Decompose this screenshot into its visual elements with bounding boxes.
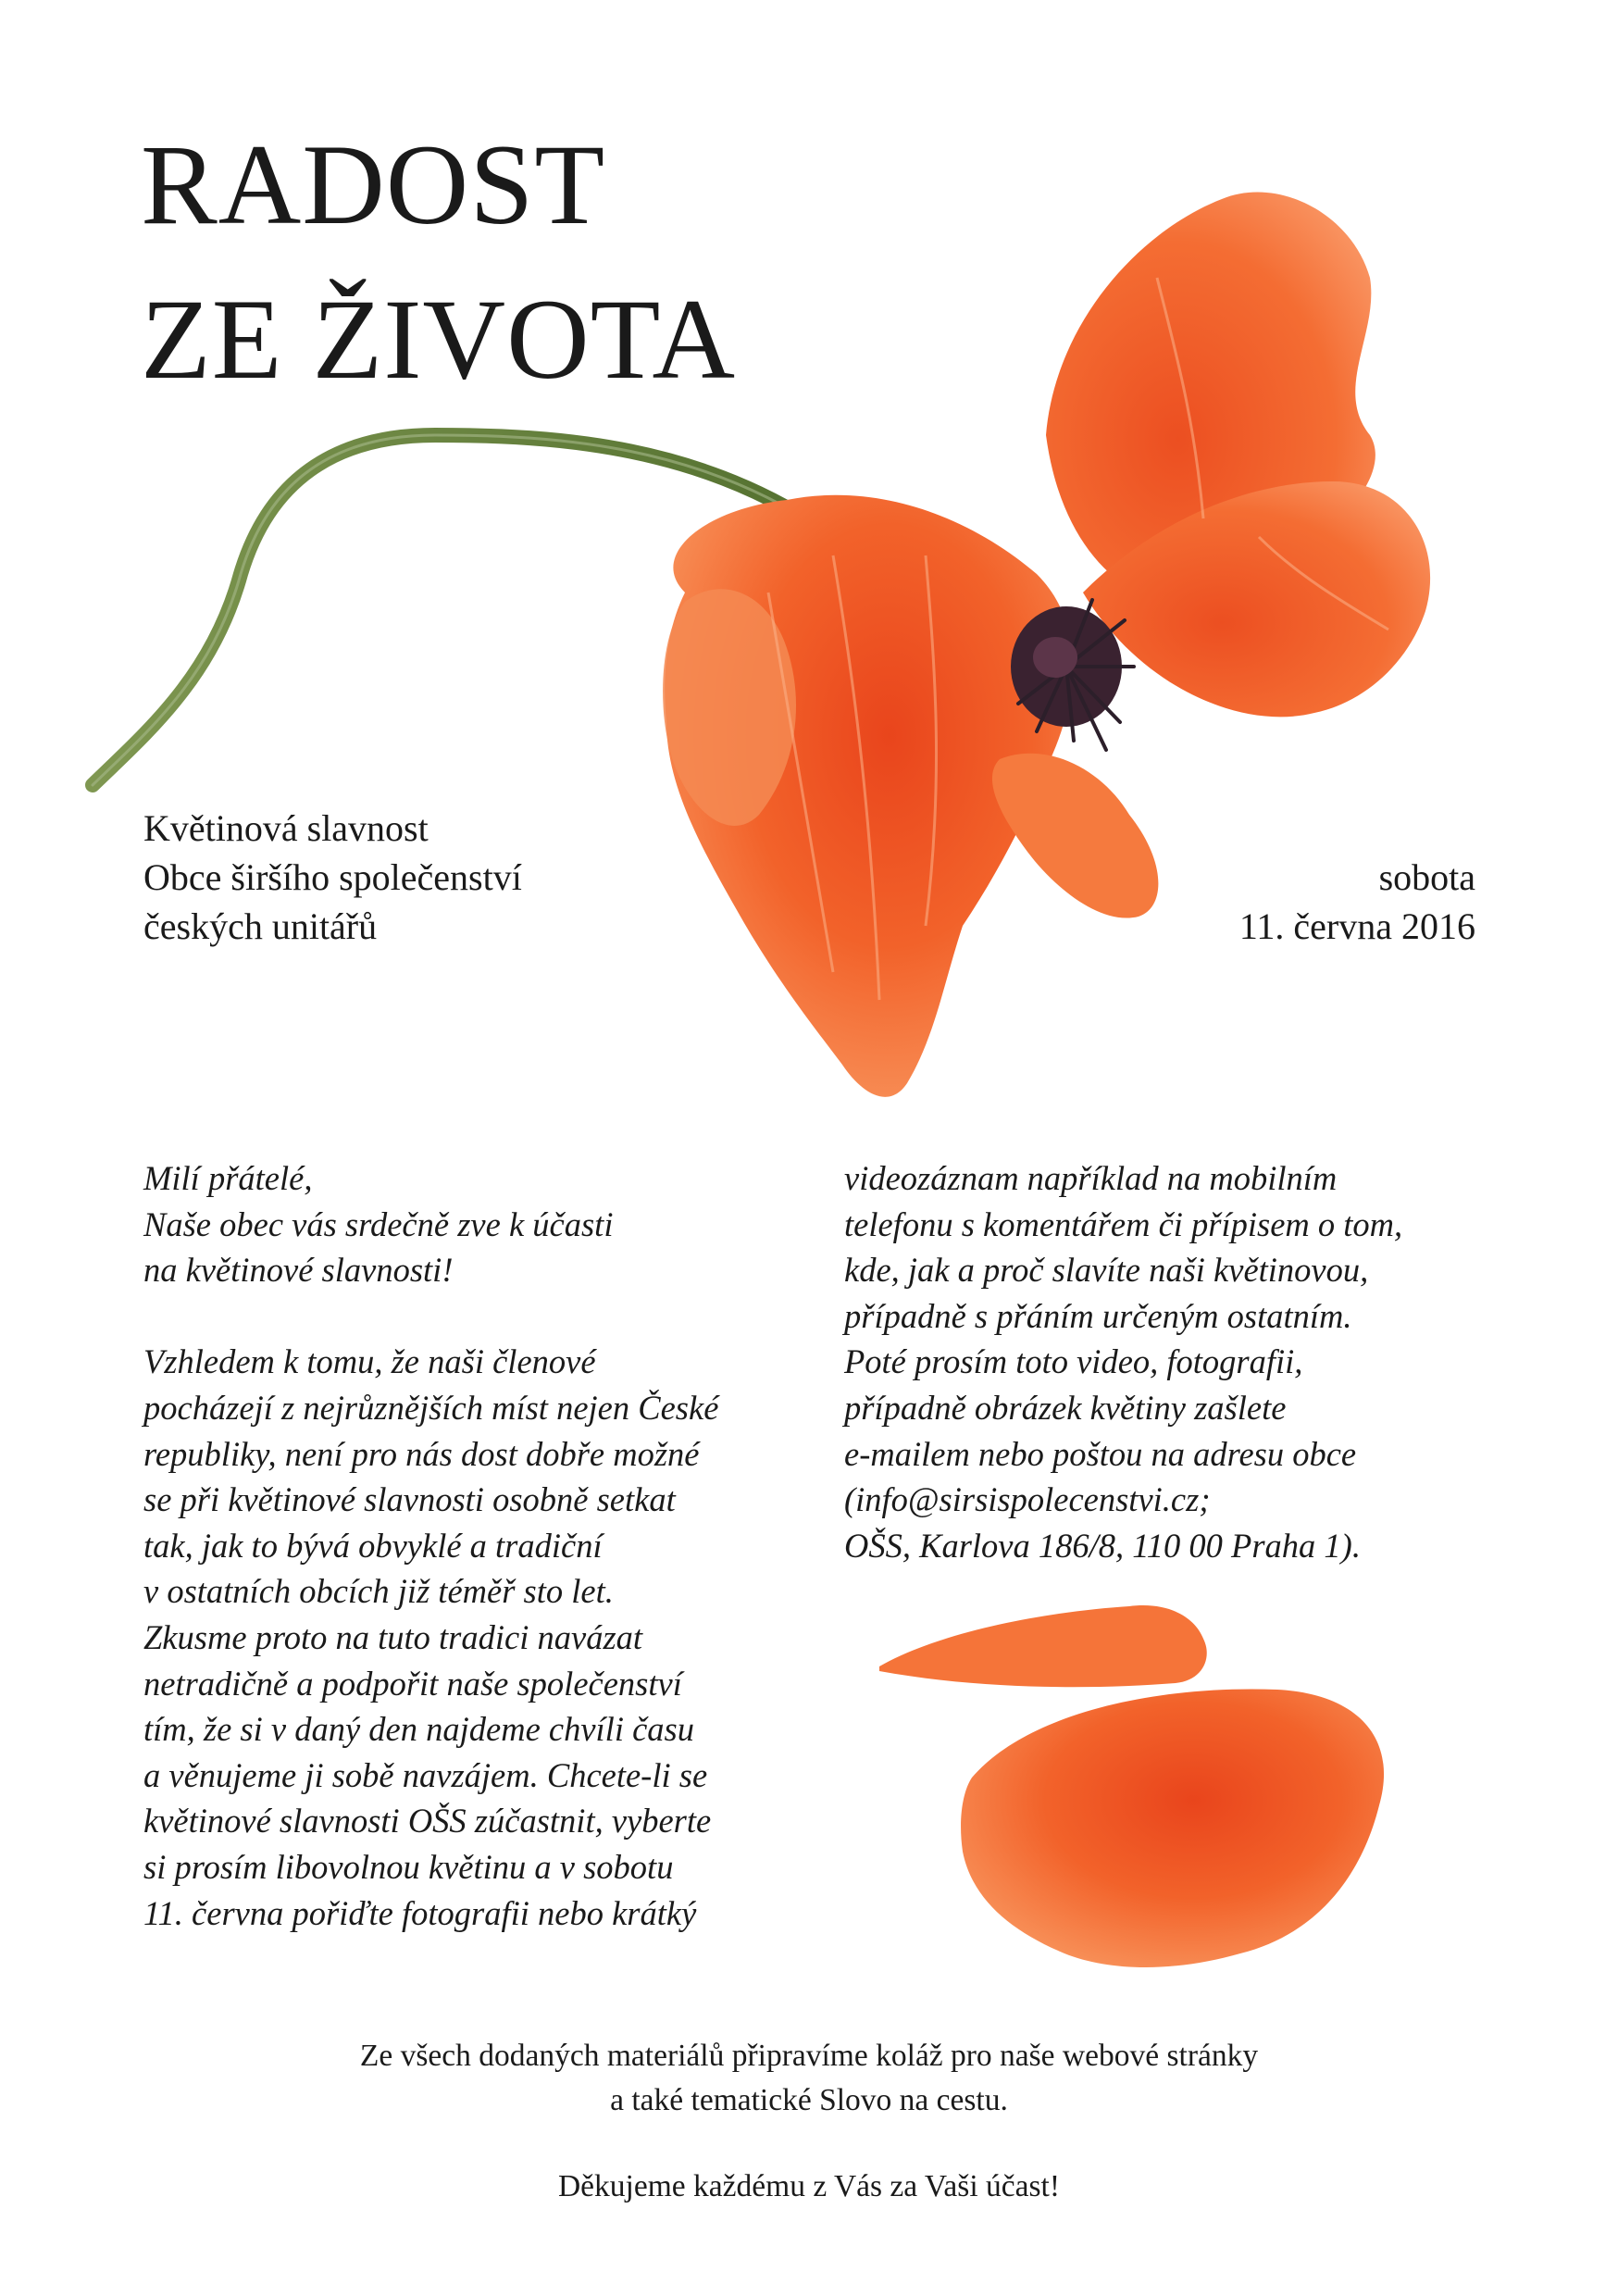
petal-top bbox=[1046, 193, 1375, 605]
letter-line: Naše obec vás srdečně zve k účasti bbox=[143, 1204, 614, 1243]
event-date-block bbox=[1239, 853, 1475, 951]
event-date: 11. června 2016 bbox=[1238, 905, 1475, 947]
event-organizer-line-2: Obce širšího společenství bbox=[143, 856, 522, 898]
letter-line bbox=[143, 1293, 718, 1340]
letter-line: Poté prosím toto video, fotografii, bbox=[844, 1342, 1303, 1381]
letter-line: případně obrázek květiny zašlete bbox=[844, 1388, 1287, 1427]
event-day: sobota bbox=[1378, 856, 1475, 898]
letter-line: v ostatních obcích již téměř sto let. bbox=[143, 1572, 614, 1611]
letter-line: republiky, není pro nás dost dobře možné bbox=[143, 1434, 700, 1473]
petal-main bbox=[665, 495, 1073, 1097]
petal-lower bbox=[992, 754, 1158, 918]
letter-line: květinové slavnosti OŠS zúčastnit, vyberte bbox=[143, 1802, 712, 1841]
letter-line: tak, jak to bývá obvyklé a tradiční bbox=[143, 1526, 603, 1565]
letter-line: Vzhledem k tomu, že naši členové bbox=[143, 1342, 596, 1381]
petal-right bbox=[1083, 481, 1430, 717]
letter-line: Zkusme proto na tuto tradici navázat bbox=[143, 1617, 643, 1656]
event-organizer-line-1: Květinová slavnost bbox=[143, 807, 429, 849]
letter-line: případně s přáním určeným ostatním. bbox=[844, 1296, 1352, 1335]
letter-line: Milí přátelé, bbox=[143, 1159, 313, 1197]
footer-note-line-1: Ze všech dodaných materiálů připravíme koláž pro naše webové stránky bbox=[359, 2039, 1259, 2073]
footer-thanks: Děkujeme každému z Vás za Vaši účast! bbox=[557, 2169, 1060, 2203]
letter-line: a věnujeme ji sobě navzájem. Chcete-li se bbox=[143, 1755, 708, 1794]
letter-line: kde, jak a proč slavíte naši květinovou, bbox=[844, 1251, 1369, 1290]
letter-line: 11. června pořiďte fotografii nebo krátký bbox=[143, 1893, 697, 1932]
footer-note-line-2: a také tematické Slovo na cestu. bbox=[610, 2083, 1008, 2117]
stem bbox=[93, 435, 833, 785]
letter-line: tím, že si v daný den najdeme chvíli času bbox=[143, 1710, 694, 1749]
letter-right-column bbox=[844, 1155, 1402, 1568]
title-line-2: ZE ŽIVOTA bbox=[141, 276, 736, 403]
letter-line: e-mailem nebo poštou na adresu obce bbox=[844, 1434, 1357, 1473]
email-address-line: (info@sirsispolecenstvi.cz; bbox=[844, 1480, 1211, 1519]
letter-line: netradičně a podpořit naše společenství bbox=[143, 1664, 682, 1703]
letter-line: se při květinové slavnosti osobně setkat bbox=[143, 1480, 676, 1519]
flower-center bbox=[1011, 606, 1122, 727]
fallen-petal-large bbox=[961, 1689, 1384, 1967]
title-line-1: RADOST bbox=[141, 121, 606, 248]
letter-line: videozáznam například na mobilním bbox=[844, 1159, 1338, 1197]
letter-left-column bbox=[143, 1155, 718, 1936]
letter-line: na květinové slavnosti! bbox=[143, 1251, 454, 1290]
fallen-petal-small bbox=[879, 1605, 1207, 1687]
postal-address-line: OŠS, Karlova 186/8, 110 00 Praha 1). bbox=[844, 1526, 1361, 1565]
event-organizer bbox=[143, 804, 522, 951]
petal-left-fold bbox=[663, 589, 796, 826]
letter-line: pocházejí z nejrůznějších míst nejen České bbox=[143, 1388, 719, 1427]
letter-line: telefonu s komentářem či přípisem o tom, bbox=[844, 1204, 1403, 1243]
letter-line: si prosím libovolnou květinu a v sobotu bbox=[143, 1847, 674, 1886]
event-organizer-line-3: českých unitářů bbox=[143, 905, 378, 947]
